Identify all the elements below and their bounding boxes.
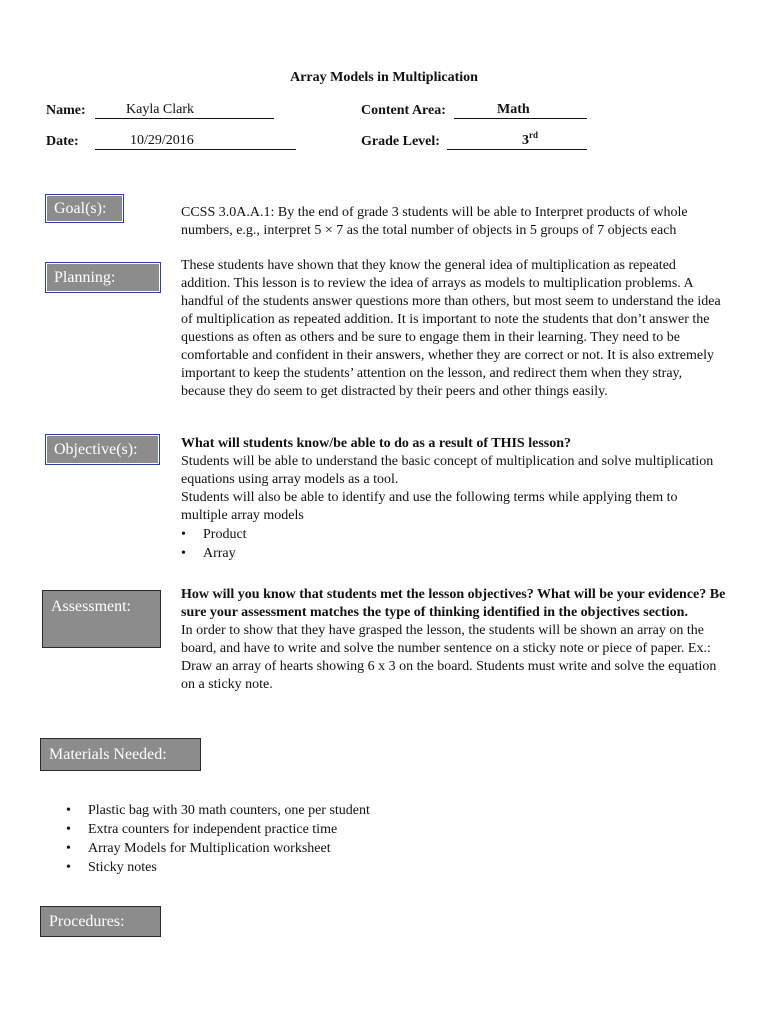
list-item: • Array bbox=[181, 544, 726, 563]
procedures-section-label: Procedures: bbox=[40, 906, 161, 937]
assessment-section-label: Assessment: bbox=[42, 590, 161, 648]
content-area-label: Content Area: bbox=[361, 103, 446, 118]
content-area-field bbox=[454, 102, 587, 119]
date-label: Date: bbox=[46, 134, 79, 149]
content-area-value: Math bbox=[497, 102, 530, 117]
grade-level-value: 3rd bbox=[522, 130, 538, 148]
name-label: Name: bbox=[46, 103, 86, 118]
list-item: • Sticky notes bbox=[66, 858, 566, 877]
objectives-terms-list bbox=[181, 525, 726, 563]
materials-list bbox=[66, 801, 566, 877]
materials-section-label: Materials Needed: bbox=[40, 738, 201, 771]
name-value: Kayla Clark bbox=[126, 102, 195, 117]
grade-level-field bbox=[447, 130, 587, 150]
goals-text: CCSS 3.0A.A.1: By the end of grade 3 students will be able to Interpret products of whole numbers, e.g., interpret 5 × 7 as the total number of objects in 5 groups of 7 objects each bbox=[181, 205, 688, 238]
list-item: • Extra counters for independent practice time bbox=[66, 820, 566, 839]
date-value: 10/29/2016 bbox=[130, 133, 194, 148]
name-field bbox=[95, 102, 274, 119]
objectives-block bbox=[181, 435, 726, 563]
list-item: • Array Models for Multiplication worksheet bbox=[66, 839, 566, 858]
list-item: • Product bbox=[181, 525, 726, 544]
planning-section-label: Planning: bbox=[45, 262, 161, 293]
objectives-section-label: Objective(s): bbox=[45, 434, 160, 465]
objectives-question: What will students know/be able to do as a result of THIS lesson? bbox=[181, 436, 571, 451]
grade-level-label: Grade Level: bbox=[361, 134, 440, 149]
objectives-text-2: Students will also be able to identify and use the following terms while applying them to multiple array models bbox=[181, 490, 678, 523]
document-title: Array Models in Multiplication bbox=[290, 70, 478, 85]
date-field bbox=[95, 133, 296, 150]
assessment-block bbox=[181, 586, 726, 694]
list-item: • Plastic bag with 30 math counters, one per student bbox=[66, 801, 566, 820]
assessment-question: How will you know that students met the lesson objectives? What will be your evidence? Be sure your assessment matches the type of thinking identified in the objectives section. bbox=[181, 587, 726, 620]
planning-text: These students have shown that they know the general idea of multiplication as repeated addition. This lesson is to review the idea of arrays as models to multiplication problems. A handful of the students answer questions more than others, but most seem to understand the idea of multiplication as repeated addition. It is important to note the students that don’t answer the questions as often as others and be sure to engage them in their learning. They need to be comfortable and confident in their answers, whether they are correct or not. It is also extremely important to keep the students’ attention on the lesson, and redirect them when they stray, because they do seem to get distracted by their peers and other things easily. bbox=[181, 258, 721, 399]
assessment-text: In order to show that they have grasped the lesson, the students will be shown an array on the board, and have to write and solve the number sentence on a sticky note or piece of paper. Ex.: Draw an array of hearts showing 6 x 3 on the board. Students must write and solve the equation on a sticky note. bbox=[181, 623, 717, 692]
goals-section-label: Goal(s): bbox=[45, 194, 124, 223]
objectives-text-1: Students will be able to understand the basic concept of multiplication and solve multiplication equations using array models as a tool. bbox=[181, 454, 714, 487]
